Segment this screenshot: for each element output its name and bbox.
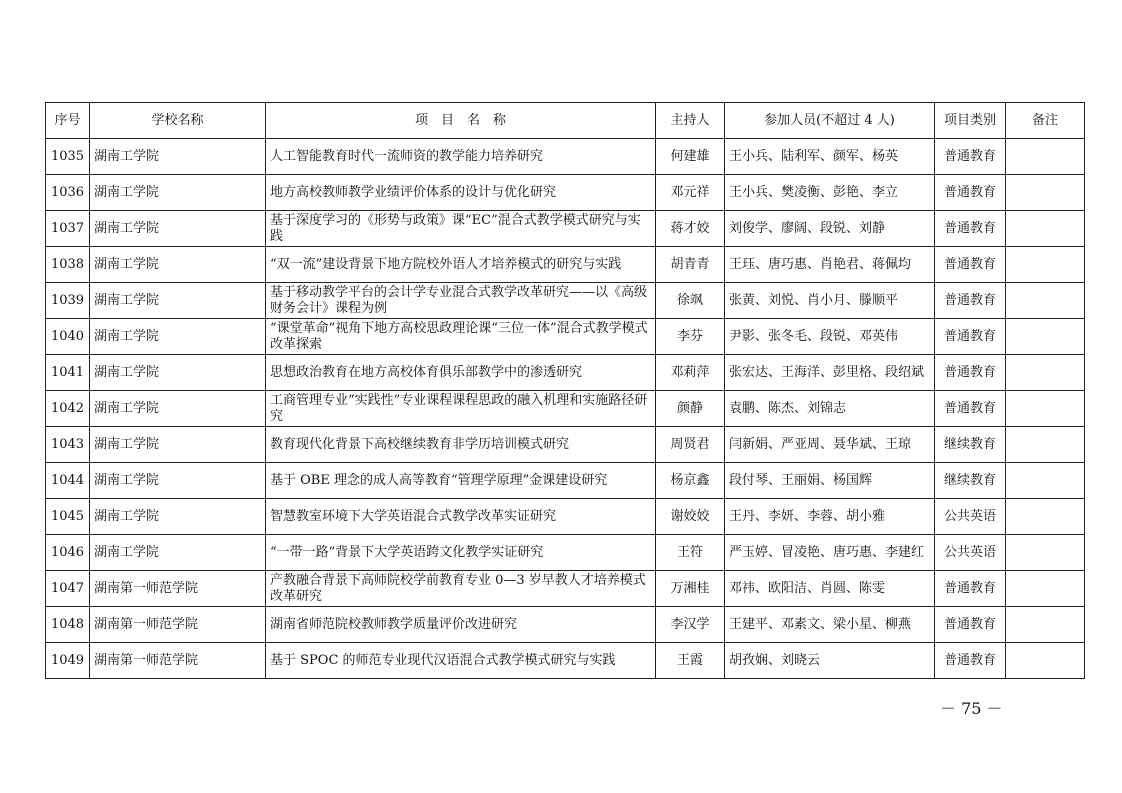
cell-category: 普通教育 xyxy=(935,391,1006,427)
header-no: 序号 xyxy=(46,103,90,139)
cell-members: 刘俊学、廖阔、段锐、刘静 xyxy=(725,211,935,247)
table-row xyxy=(46,319,1085,355)
cell-remark xyxy=(1006,319,1085,355)
cell-title: 思想政治教育在地方高校体育俱乐部教学中的渗透研究 xyxy=(266,355,656,391)
cell-host: 蒋才姣 xyxy=(656,211,725,247)
cell-school: 湖南工学院 xyxy=(90,463,266,499)
cell-title: 基于 OBE 理念的成人高等教育“管理学原理”金课建设研究 xyxy=(266,463,656,499)
table-row xyxy=(46,175,1085,211)
cell-category: 普通教育 xyxy=(935,607,1006,643)
cell-no: 1042 xyxy=(46,391,90,427)
cell-title: “课堂革命”视角下地方高校思政理论课“三位一体”混合式教学模式改革探索 xyxy=(266,319,656,355)
header-members: 参加人员(不超过 4 人) xyxy=(725,103,935,139)
cell-no: 1038 xyxy=(46,247,90,283)
cell-remark xyxy=(1006,643,1085,679)
cell-remark xyxy=(1006,211,1085,247)
cell-title: “一带一路”背景下大学英语跨文化教学实证研究 xyxy=(266,535,656,571)
cell-school: 湖南工学院 xyxy=(90,535,266,571)
cell-remark xyxy=(1006,571,1085,607)
cell-category: 普通教育 xyxy=(935,211,1006,247)
cell-title: 教育现代化背景下高校继续教育非学历培训模式研究 xyxy=(266,427,656,463)
cell-host: 谢姣姣 xyxy=(656,499,725,535)
cell-remark xyxy=(1006,463,1085,499)
cell-school: 湖南工学院 xyxy=(90,499,266,535)
table-body xyxy=(46,139,1085,679)
header-school: 学校名称 xyxy=(90,103,266,139)
cell-no: 1036 xyxy=(46,175,90,211)
cell-title: 基于 SPOC 的师范专业现代汉语混合式教学模式研究与实践 xyxy=(266,643,656,679)
cell-no: 1039 xyxy=(46,283,90,319)
header-category: 项目类别 xyxy=(935,103,1006,139)
cell-host: 何建雄 xyxy=(656,139,725,175)
cell-host: 周贤君 xyxy=(656,427,725,463)
cell-school: 湖南工学院 xyxy=(90,319,266,355)
cell-members: 张宏达、王海洋、彭里格、段绍斌 xyxy=(725,355,935,391)
cell-title: 基于移动教学平台的会计学专业混合式教学改革研究——以《高级财务会计》课程为例 xyxy=(266,283,656,319)
table-row xyxy=(46,391,1085,427)
cell-category: 普通教育 xyxy=(935,247,1006,283)
cell-members: 王小兵、樊凌衡、彭艳、李立 xyxy=(725,175,935,211)
cell-remark xyxy=(1006,247,1085,283)
cell-host: 邓莉萍 xyxy=(656,355,725,391)
cell-category: 普通教育 xyxy=(935,319,1006,355)
table-row xyxy=(46,427,1085,463)
table-row xyxy=(46,211,1085,247)
table-row xyxy=(46,499,1085,535)
cell-remark xyxy=(1006,175,1085,211)
cell-remark xyxy=(1006,391,1085,427)
cell-no: 1040 xyxy=(46,319,90,355)
table-row xyxy=(46,607,1085,643)
cell-no: 1045 xyxy=(46,499,90,535)
cell-members: 王珏、唐巧惠、肖艳君、蒋佩均 xyxy=(725,247,935,283)
cell-host: 王霞 xyxy=(656,643,725,679)
header-host: 主持人 xyxy=(656,103,725,139)
cell-members: 王丹、李妍、李蓉、胡小雅 xyxy=(725,499,935,535)
cell-category: 公共英语 xyxy=(935,499,1006,535)
cell-category: 继续教育 xyxy=(935,463,1006,499)
cell-school: 湖南工学院 xyxy=(90,175,266,211)
cell-school: 湖南第一师范学院 xyxy=(90,607,266,643)
cell-school: 湖南工学院 xyxy=(90,355,266,391)
cell-members: 严玉婷、冒凌艳、唐巧惠、李建红 xyxy=(725,535,935,571)
cell-members: 袁鹏、陈杰、刘锦志 xyxy=(725,391,935,427)
cell-members: 胡孜娴、刘晓云 xyxy=(725,643,935,679)
cell-no: 1043 xyxy=(46,427,90,463)
header-remark: 备注 xyxy=(1006,103,1085,139)
cell-title: 产教融合背景下高师院校学前教育专业 0—3 岁早教人才培养模式改革研究 xyxy=(266,571,656,607)
cell-category: 普通教育 xyxy=(935,139,1006,175)
cell-no: 1049 xyxy=(46,643,90,679)
table-row xyxy=(46,535,1085,571)
cell-school: 湖南工学院 xyxy=(90,391,266,427)
cell-remark xyxy=(1006,355,1085,391)
cell-remark xyxy=(1006,535,1085,571)
cell-school: 湖南工学院 xyxy=(90,283,266,319)
cell-remark xyxy=(1006,607,1085,643)
table-row xyxy=(46,247,1085,283)
header-title: 项 目 名 称 xyxy=(266,103,656,139)
cell-category: 继续教育 xyxy=(935,427,1006,463)
table-row xyxy=(46,283,1085,319)
cell-members: 张黄、刘悦、肖小月、滕顺平 xyxy=(725,283,935,319)
table-row xyxy=(46,571,1085,607)
cell-remark xyxy=(1006,139,1085,175)
table-row xyxy=(46,139,1085,175)
cell-title: 工商管理专业“实践性”专业课程课程思政的融入机理和实施路径研究 xyxy=(266,391,656,427)
cell-members: 段付琴、王丽娟、杨国辉 xyxy=(725,463,935,499)
cell-category: 普通教育 xyxy=(935,283,1006,319)
cell-members: 王建平、邓素文、梁小星、柳燕 xyxy=(725,607,935,643)
cell-no: 1046 xyxy=(46,535,90,571)
project-table xyxy=(45,102,1085,679)
cell-school: 湖南工学院 xyxy=(90,247,266,283)
cell-host: 杨京鑫 xyxy=(656,463,725,499)
cell-members: 闫新娟、严亚周、聂华斌、王琼 xyxy=(725,427,935,463)
page-number: － 75 － xyxy=(940,699,1003,718)
cell-title: 湖南省师范院校教师教学质量评价改进研究 xyxy=(266,607,656,643)
table-row xyxy=(46,643,1085,679)
cell-no: 1035 xyxy=(46,139,90,175)
cell-remark xyxy=(1006,499,1085,535)
cell-no: 1037 xyxy=(46,211,90,247)
cell-host: 李汉学 xyxy=(656,607,725,643)
cell-members: 尹影、张冬毛、段锐、邓英伟 xyxy=(725,319,935,355)
table-header-row xyxy=(46,103,1085,139)
cell-title: “双一流”建设背景下地方院校外语人才培养模式的研究与实践 xyxy=(266,247,656,283)
cell-school: 湖南第一师范学院 xyxy=(90,571,266,607)
cell-category: 普通教育 xyxy=(935,175,1006,211)
cell-members: 王小兵、陆利军、颜军、杨英 xyxy=(725,139,935,175)
table-row xyxy=(46,355,1085,391)
cell-title: 人工智能教育时代一流师资的教学能力培养研究 xyxy=(266,139,656,175)
cell-category: 普通教育 xyxy=(935,643,1006,679)
cell-remark xyxy=(1006,283,1085,319)
cell-school: 湖南工学院 xyxy=(90,427,266,463)
cell-host: 万湘桂 xyxy=(656,571,725,607)
cell-title: 地方高校教师教学业绩评价体系的设计与优化研究 xyxy=(266,175,656,211)
cell-host: 邓元祥 xyxy=(656,175,725,211)
cell-remark xyxy=(1006,427,1085,463)
cell-host: 颜静 xyxy=(656,391,725,427)
cell-title: 智慧教室环境下大学英语混合式教学改革实证研究 xyxy=(266,499,656,535)
cell-host: 徐飒 xyxy=(656,283,725,319)
table-row xyxy=(46,463,1085,499)
cell-title: 基于深度学习的《形势与政策》课“EC”混合式教学模式研究与实践 xyxy=(266,211,656,247)
cell-no: 1041 xyxy=(46,355,90,391)
cell-no: 1044 xyxy=(46,463,90,499)
cell-host: 李芬 xyxy=(656,319,725,355)
cell-school: 湖南工学院 xyxy=(90,211,266,247)
cell-category: 普通教育 xyxy=(935,355,1006,391)
cell-category: 普通教育 xyxy=(935,571,1006,607)
cell-host: 胡青青 xyxy=(656,247,725,283)
cell-members: 邓祎、欧阳洁、肖圆、陈雯 xyxy=(725,571,935,607)
cell-school: 湖南工学院 xyxy=(90,139,266,175)
cell-no: 1047 xyxy=(46,571,90,607)
cell-no: 1048 xyxy=(46,607,90,643)
cell-category: 公共英语 xyxy=(935,535,1006,571)
cell-host: 王符 xyxy=(656,535,725,571)
cell-school: 湖南第一师范学院 xyxy=(90,643,266,679)
